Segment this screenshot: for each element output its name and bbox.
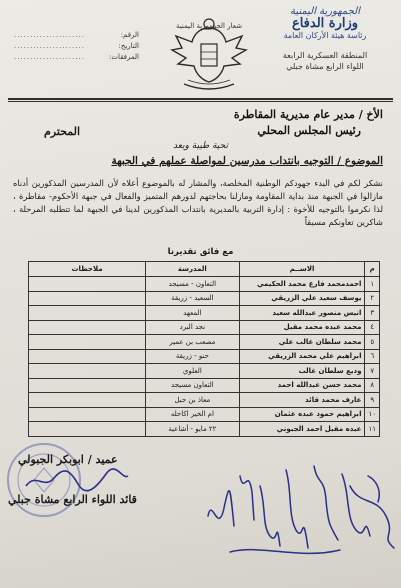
row-number: ٣ [365, 306, 380, 321]
letter-body: نشكر لكم في البدء جهودكم الوطنية المخلصة، والمشار له بالموضوع أعلاه لأن المدرسين المذكورين أدناه مازالوا في الجبهة منذ بداية المقاومة ومازلنا بحاجتهم لدورهم المتميز والفعال في جبهة الأحكوم- مقاطرة ، لذا نكرموا بالتوجيه للأخوة : إدارة التربية بالمديرية بانتداب المذكورين لدينا في الجبهة لما تتطلبه المرحلة ، شاكرين تعاونكم مسبقاً [13, 178, 383, 227]
col-name: الاســم [239, 262, 365, 277]
teacher-name: محمد حسن عبدالله احمد [239, 378, 365, 393]
row-number: ١١ [365, 422, 380, 437]
number-label: الرقم: [120, 31, 139, 39]
col-number: م [365, 262, 380, 277]
region-line: المنطقة العسكرية الرابعة [282, 51, 368, 60]
teacher-name: احمدمحمد فارع محمد الحكيمي [239, 277, 365, 292]
teacher-name: وديع سلطان غالب [239, 364, 365, 379]
school-name: التعاون مسيجد [146, 378, 240, 393]
table-header-row [29, 262, 380, 277]
school-name: مصعب بن عمير [146, 335, 240, 350]
recipient-line: الأخ / مدير عام مديرية المقاطرة [233, 108, 383, 121]
header-divider-thin [8, 101, 393, 102]
greeting: تحية طيبة وبعد [173, 141, 228, 151]
row-number: ٦ [365, 349, 380, 364]
closing-line: مع فائق تقديرنا [167, 247, 234, 257]
row-notes [29, 364, 146, 379]
attachments-dots: ...................... [14, 53, 85, 61]
row-notes [29, 320, 146, 335]
signatory-title: قائد اللواء الرابع مشاة جبلي [8, 493, 137, 506]
row-notes [29, 349, 146, 364]
number-dots: ...................... [14, 31, 85, 39]
table-row [29, 306, 380, 321]
table-row [29, 335, 380, 350]
row-notes [29, 291, 146, 306]
col-notes: ملاحظات [29, 262, 146, 277]
row-notes [29, 378, 146, 393]
school-name: ام الخير اكاحله [146, 407, 240, 422]
school-name: نجد البرد [146, 320, 240, 335]
col-school: المدرسة [146, 262, 240, 277]
handwritten-annotation-icon [200, 456, 400, 566]
school-name: معاذ بن جبل [146, 393, 240, 408]
row-notes [29, 306, 146, 321]
reference-block [14, 30, 139, 63]
teacher-name: محمد عبده محمد مقبل [239, 320, 365, 335]
row-number: ٥ [365, 335, 380, 350]
table-row [29, 349, 380, 364]
row-number: ١ [365, 277, 380, 292]
school-name: العلوي [146, 364, 240, 379]
teacher-name: ابراهيم حمود عبده عثمان [239, 407, 365, 422]
school-name: التعاون - مسيجد [146, 277, 240, 292]
letterhead-right [261, 6, 389, 72]
row-number: ١٠ [365, 407, 380, 422]
row-number: ٤ [365, 320, 380, 335]
table-row [29, 422, 380, 437]
subject-line: الموضوع / التوجيه بانتداب مدرسين لمواصلة عملهم في الجبهة [111, 155, 383, 167]
table-row [29, 291, 380, 306]
table-row [29, 364, 380, 379]
respect-word: المحترم [44, 125, 81, 138]
teacher-name: محمد سلطان غالب علي [239, 335, 365, 350]
row-notes [29, 393, 146, 408]
row-number: ٢ [365, 291, 380, 306]
school-name: حنو - زريقة [146, 349, 240, 364]
row-number: ٩ [365, 393, 380, 408]
signatory-name: عميد / ابوبكر الجبولي [18, 453, 118, 466]
row-notes [29, 277, 146, 292]
row-notes [29, 335, 146, 350]
teachers-table [28, 261, 380, 437]
row-notes [29, 422, 146, 437]
emblem-caption: شعار الجمهورية اليمنية [176, 22, 242, 30]
school-name: المعهد [146, 306, 240, 321]
teacher-name: عبده مقبل احمد الجبوني [239, 422, 365, 437]
table-row [29, 378, 380, 393]
header-divider [8, 98, 393, 100]
republic-line: الجمهورية اليمنية [289, 6, 360, 17]
row-notes [29, 407, 146, 422]
table-row [29, 320, 380, 335]
council-line: رئيس المجلس المحلي [257, 124, 361, 137]
teacher-name: انيس منصور عبدالله سعيد [239, 306, 365, 321]
brigade-line: اللواء الرابع مشاة جبلي [286, 62, 364, 71]
date-dots: ...................... [14, 42, 85, 50]
teacher-name: يوسف سعيد علي الزريقي [239, 291, 365, 306]
table-row [29, 393, 380, 408]
school-name: السعيد - زريقة [146, 291, 240, 306]
table-row [29, 407, 380, 422]
teacher-name: عارف محمد قائد [239, 393, 365, 408]
teacher-name: ابراهيم علي محمد الزريقي [239, 349, 365, 364]
row-number: ٧ [365, 364, 380, 379]
eagle-emblem-icon [164, 14, 254, 96]
school-name: ٢٢ مايو - أشاعية [146, 422, 240, 437]
attachments-label: المرفقات: [109, 53, 139, 61]
staff-line: رئاسة هيئة الأركان العامة [283, 31, 367, 40]
ministry-line: وزارة الدفاع [291, 16, 359, 31]
date-label: التاريخ: [118, 42, 139, 50]
table-row [29, 277, 380, 292]
signature-scribble-icon [22, 468, 132, 492]
row-number: ٨ [365, 378, 380, 393]
